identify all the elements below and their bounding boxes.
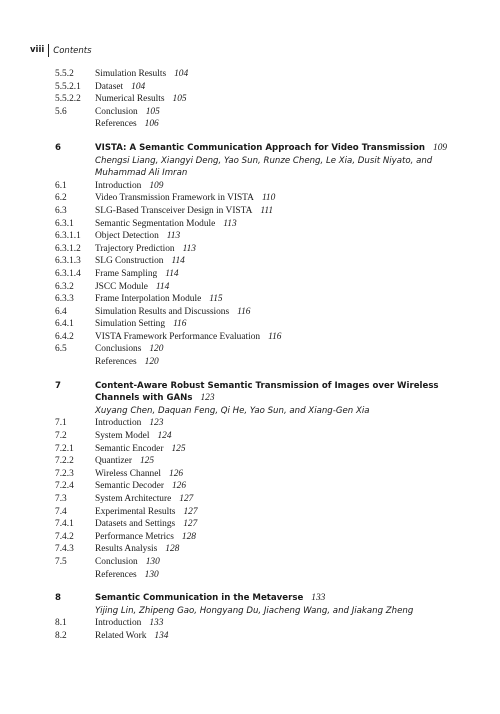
- entry-number: 6.4.1: [55, 319, 74, 330]
- entry-title-wrap: [95, 531, 475, 544]
- entry-title-wrap: [95, 331, 475, 344]
- entry-page: 126: [169, 468, 184, 479]
- toc-entry[interactable]: [55, 243, 475, 256]
- entry-page: 120: [149, 344, 164, 355]
- entry-page: 127: [183, 519, 198, 530]
- entry-title-wrap: [95, 480, 475, 493]
- entry-number: 7.1: [55, 418, 67, 429]
- page-number: viii: [30, 44, 49, 57]
- entry-number: 6.3.1: [55, 218, 74, 229]
- entry-number: 7.2.4: [55, 481, 74, 492]
- entry-page: 125: [139, 456, 155, 467]
- entry-page: 126: [171, 481, 187, 492]
- entry-number: 6.2: [55, 193, 67, 204]
- entry-title-wrap: [95, 343, 475, 356]
- entry-page: 114: [165, 268, 179, 279]
- entry-title-wrap: [95, 293, 475, 306]
- entry-number: 7.4.3: [55, 544, 74, 555]
- toc-chapter[interactable]: [55, 592, 475, 605]
- entry-number: 7.5: [55, 556, 67, 567]
- toc-entry[interactable]: [55, 306, 475, 319]
- entry-title-wrap: [95, 205, 475, 218]
- entry-number: 6.3.3: [55, 294, 74, 305]
- entry-title: References: [95, 119, 137, 130]
- entry-number: 7.2: [55, 431, 67, 442]
- entry-title-wrap: [95, 118, 475, 131]
- entry-number: [55, 569, 95, 582]
- toc-entry[interactable]: [55, 630, 475, 643]
- entry-number: 7.2.2: [55, 456, 74, 467]
- entry-page: 115: [209, 294, 223, 305]
- entry-page: 133: [311, 593, 326, 604]
- toc-entry[interactable]: [55, 356, 475, 369]
- chapter-authors: Xuyang Chen, Daquan Feng, Qi He, Yao Sun, and Xiang-Gen Xia: [95, 405, 370, 416]
- entry-title: Results Analysis: [95, 544, 158, 555]
- entry-number: 5.5.2.1: [55, 81, 81, 92]
- toc-entry[interactable]: [55, 331, 475, 344]
- toc-entry[interactable]: [55, 180, 475, 193]
- entry-page: 125: [171, 443, 186, 454]
- toc-entry[interactable]: [55, 617, 475, 630]
- entry-page: 111: [260, 205, 274, 216]
- entry-title: Content-Aware Robust Semantic Transmission of Images over Wireless Channels with GANs: [95, 380, 439, 404]
- entry-number: 7: [55, 380, 61, 391]
- entry-page: 127: [179, 494, 194, 504]
- entry-page: 113: [166, 231, 181, 242]
- toc-entry[interactable]: [55, 430, 475, 443]
- entry-title-wrap: [95, 356, 475, 369]
- section-title: Contents: [53, 45, 92, 56]
- entry-title-wrap: [95, 592, 475, 605]
- entry-number: 6.1: [55, 180, 67, 191]
- entry-number: 5.5.2.2: [55, 94, 81, 105]
- entry-title: Conclusions: [95, 344, 142, 355]
- toc-entry[interactable]: [55, 293, 475, 306]
- entry-title-wrap: [95, 430, 475, 443]
- toc-entry[interactable]: [55, 493, 475, 506]
- entry-title-wrap: [95, 318, 475, 331]
- entry-title-wrap: [95, 569, 475, 582]
- toc-chapter[interactable]: [55, 142, 475, 155]
- entry-page: 114: [171, 256, 185, 267]
- entry-title: Performance Metrics: [95, 531, 174, 542]
- entry-title: Dataset: [95, 81, 124, 92]
- toc-entry[interactable]: [55, 81, 475, 94]
- entry-title: SLG Construction: [95, 256, 164, 267]
- entry-number: 7.4: [55, 506, 67, 517]
- toc-entry[interactable]: [55, 455, 475, 468]
- entry-title: Simulation Setting: [95, 319, 166, 330]
- entry-title-wrap: [95, 255, 475, 268]
- toc-entry[interactable]: [55, 68, 475, 81]
- entry-title-wrap: [95, 617, 475, 630]
- toc-entry[interactable]: [55, 268, 475, 281]
- chapter-authors: Yijing Lin, Zhipeng Gao, Hongyang Du, Jiacheng Wang, and Jiakang Zheng: [95, 605, 414, 616]
- entry-title: JSCC Module: [95, 281, 148, 292]
- toc-entry[interactable]: [55, 118, 475, 131]
- entry-title: Frame Sampling: [95, 268, 158, 279]
- entry-page: 106: [144, 119, 159, 130]
- entry-title: Introduction: [95, 618, 142, 629]
- toc-entry[interactable]: [55, 281, 475, 294]
- entry-title-wrap: [95, 243, 475, 256]
- entry-page: 114: [155, 281, 170, 292]
- entry-number: 7.4.2: [55, 531, 74, 542]
- entry-title: Semantic Decoder: [95, 481, 164, 492]
- entry-title: Wireless Channel: [95, 468, 162, 479]
- entry-title: Simulation Results and Discussions: [95, 306, 230, 317]
- entry-page: 134: [154, 630, 169, 641]
- toc-entry[interactable]: [55, 417, 475, 430]
- entry-title: Semantic Encoder: [95, 443, 164, 454]
- entry-title: Simulation Results: [95, 69, 167, 79]
- entry-title-wrap: [95, 380, 475, 405]
- entry-title: VISTA: A Semantic Communication Approach for Video Transmission: [95, 142, 425, 153]
- entry-number: 8.2: [55, 630, 67, 641]
- entry-title-wrap: [95, 142, 475, 155]
- entry-page: 124: [157, 431, 172, 442]
- entry-title-wrap: [95, 506, 475, 519]
- entry-page: 116: [173, 319, 187, 330]
- entry-page: 123: [200, 393, 215, 404]
- entry-title: Introduction: [95, 418, 142, 429]
- entry-number: 6.3.1.4: [55, 268, 81, 279]
- entry-title: Conclusion: [95, 556, 138, 567]
- entry-page: 130: [144, 569, 159, 580]
- entry-title: Semantic Segmentation Module: [95, 218, 216, 229]
- toc-entry[interactable]: [55, 230, 475, 243]
- entry-title: System Architecture: [95, 494, 172, 504]
- toc-entry[interactable]: [55, 343, 475, 356]
- entry-number: 6.5: [55, 344, 67, 355]
- entry-title-wrap: [95, 268, 475, 281]
- toc-entry[interactable]: [55, 543, 475, 556]
- entry-page: 105: [172, 94, 187, 105]
- entry-page: 120: [144, 357, 159, 368]
- entry-title-wrap: [95, 543, 475, 556]
- entry-title: SLG-Based Transceiver Design in VISTA: [95, 205, 253, 216]
- entry-title-wrap: [95, 630, 475, 643]
- entry-title-wrap: [95, 93, 475, 106]
- entry-number: 6: [55, 142, 61, 153]
- entry-title-wrap: [95, 180, 475, 193]
- toc-entry[interactable]: [55, 480, 475, 493]
- entry-number: 6.3: [55, 205, 67, 216]
- entry-page: 104: [131, 81, 146, 92]
- entry-title-wrap: [95, 81, 475, 94]
- entry-title: VISTA Framework Performance Evaluation: [95, 331, 261, 342]
- entry-title: Related Work: [95, 630, 147, 641]
- entry-title-wrap: [95, 218, 475, 231]
- toc-entry[interactable]: [55, 556, 475, 569]
- entry-page: 128: [165, 544, 180, 555]
- entry-title-wrap: [95, 443, 475, 456]
- entry-title: System Model: [95, 431, 150, 442]
- entry-title-wrap: [95, 417, 475, 430]
- entry-title: References: [95, 569, 137, 580]
- entry-number: 7.4.1: [55, 519, 74, 530]
- entry-page: 104: [174, 69, 189, 79]
- toc-entry[interactable]: [55, 192, 475, 205]
- running-header: [30, 44, 92, 57]
- chapter-authors: Chengsi Liang, Xiangyi Deng, Yao Sun, Runze Cheng, Le Xia, Dusit Niyato, and Muhammad Ali Imran: [95, 155, 433, 179]
- entry-title-wrap: [95, 455, 475, 468]
- toc-entry[interactable]: [55, 443, 475, 456]
- toc-entry[interactable]: [55, 93, 475, 106]
- entry-page: 123: [149, 418, 164, 429]
- toc-entry[interactable]: [55, 218, 475, 231]
- toc-entry[interactable]: [55, 569, 475, 582]
- entry-title: Semantic Communication in the Metaverse: [95, 593, 304, 604]
- toc-entry[interactable]: [55, 106, 475, 119]
- entry-number: 6.3.2: [55, 281, 74, 292]
- entry-number: 6.3.1.1: [55, 231, 81, 242]
- entry-title: Quantizer: [95, 456, 132, 467]
- entry-number: 6.3.1.3: [55, 256, 81, 267]
- entry-title-wrap: [95, 68, 475, 81]
- entry-page: 109: [149, 180, 164, 191]
- entry-number: 5.5.2: [55, 69, 74, 79]
- entry-title-wrap: [95, 556, 475, 569]
- entry-title-wrap: [95, 281, 475, 294]
- entry-number: 5.6: [55, 106, 67, 117]
- entry-page: 109: [433, 142, 448, 153]
- entry-title-wrap: [95, 468, 475, 481]
- entry-number: 8.1: [55, 618, 67, 629]
- entry-page: 116: [268, 331, 282, 342]
- entry-title: Trajectory Prediction: [95, 243, 175, 254]
- toc-entry[interactable]: [55, 205, 475, 218]
- entry-page: 110: [261, 193, 276, 204]
- toc-entry[interactable]: [55, 318, 475, 331]
- toc-entry[interactable]: [55, 506, 475, 519]
- entry-title-wrap: [95, 518, 475, 531]
- entry-page: 116: [237, 306, 251, 317]
- toc-entry[interactable]: [55, 255, 475, 268]
- entry-number: 6.4: [55, 306, 67, 317]
- entry-title: Frame Interpolation Module: [95, 294, 202, 305]
- toc-chapter[interactable]: [55, 380, 475, 405]
- entry-title: References: [95, 357, 137, 368]
- entry-number: 7.3: [55, 494, 67, 504]
- entry-title: Datasets and Settings: [95, 519, 176, 530]
- table-of-contents: [55, 68, 475, 643]
- entry-number: 6.4.2: [55, 331, 74, 342]
- entry-number: 8: [55, 593, 61, 604]
- toc-entry[interactable]: [55, 531, 475, 544]
- entry-page: 113: [223, 218, 237, 229]
- entry-page: 127: [183, 506, 198, 517]
- entry-number: 7.2.1: [55, 443, 74, 454]
- entry-title: Object Detection: [95, 231, 159, 242]
- entry-page: 113: [182, 243, 196, 254]
- entry-page: 133: [149, 618, 164, 629]
- entry-number: 7.2.3: [55, 468, 74, 479]
- entry-title: Video Transmission Framework in VISTA: [95, 193, 254, 204]
- entry-number: [55, 118, 95, 131]
- entry-number: [55, 356, 95, 369]
- entry-title-wrap: [95, 493, 475, 506]
- entry-title: Conclusion: [95, 106, 138, 117]
- entry-title-wrap: [95, 192, 475, 205]
- entry-title-wrap: [95, 106, 475, 119]
- entry-title: Experimental Results: [95, 506, 176, 517]
- entry-title-wrap: [95, 306, 475, 319]
- entry-title: Numerical Results: [95, 94, 165, 105]
- entry-page: 105: [145, 106, 160, 117]
- toc-entry[interactable]: [55, 518, 475, 531]
- entry-title-wrap: [95, 230, 475, 243]
- entry-page: 130: [145, 556, 160, 567]
- toc-entry[interactable]: [55, 468, 475, 481]
- entry-title: Introduction: [95, 180, 142, 191]
- entry-number: 6.3.1.2: [55, 243, 81, 254]
- entry-page: 128: [181, 531, 196, 542]
